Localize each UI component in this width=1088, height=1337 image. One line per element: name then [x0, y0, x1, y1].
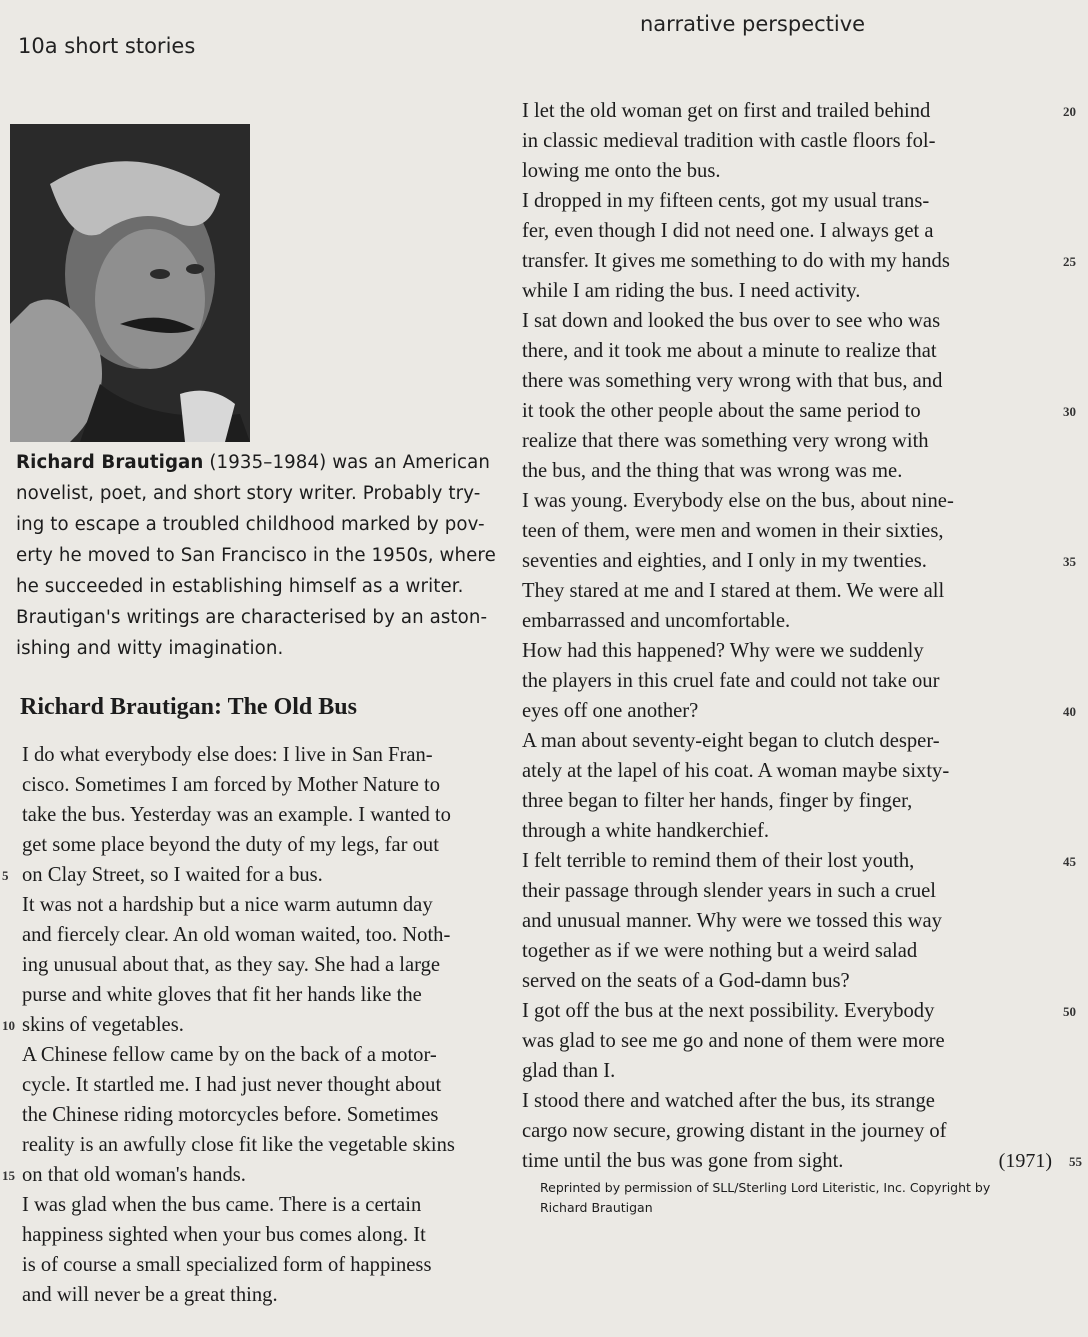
story-right-column	[522, 96, 1082, 1176]
story-line: fer, even though I did not need one. I always get a	[522, 220, 934, 242]
story-line: through a white handkerchief.	[522, 820, 770, 842]
story-line: and unusual manner. Why were we tossed this way	[522, 910, 942, 932]
line-number: 40	[1063, 704, 1076, 719]
story-line: 5 on Clay Street, so I waited for a bus.	[22, 860, 522, 890]
story-line: the bus, and the thing that was wrong was me.	[522, 460, 903, 482]
story-line: take the bus. Yesterday was an example. I wanted to	[22, 804, 451, 826]
section-heading: 10a short stories	[18, 34, 196, 58]
story-line: realize that there was something very wrong with	[522, 430, 929, 452]
line-number: 20	[1063, 104, 1076, 119]
story-line: seventies and eighties, and I only in my twenties. 35	[522, 546, 1042, 576]
line-number: 25	[1063, 254, 1076, 269]
story-line: I let the old woman get on first and trailed behind 20	[522, 96, 1042, 126]
copyright-credit	[540, 1178, 1040, 1218]
author-name: Richard Brautigan	[16, 452, 204, 473]
story-line: A man about seventy-eight began to clutch desper-	[522, 730, 940, 752]
story-line: it took the other people about the same period to 30	[522, 396, 1042, 426]
story-line: I was young. Everybody else on the bus, about nine-	[522, 490, 954, 512]
bio-line: ishing and witty imagination.	[16, 638, 284, 659]
story-line: in classic medieval tradition with castle floors fol-	[522, 130, 936, 152]
story-line: was glad to see me go and none of them were more	[522, 1030, 945, 1052]
story-line: cargo now secure, growing distant in the journey of	[522, 1120, 947, 1142]
story-line: It was not a hardship but a nice warm autumn day	[22, 894, 433, 916]
story-line: three began to filter her hands, finger by finger,	[522, 790, 913, 812]
story-line: I dropped in my fifteen cents, got my usual trans-	[522, 190, 930, 212]
line-number: 5	[2, 868, 9, 883]
credit-line: Reprinted by permission of SLL/Sterling Lord Literistic, Inc. Copyright by	[540, 1180, 991, 1195]
story-line: the players in this cruel fate and could not take our	[522, 670, 940, 692]
bio-line: ing to escape a troubled childhood marked by pov-	[16, 514, 485, 535]
line-number: 15	[2, 1168, 15, 1183]
bio-line: Brautigan's writings are characterised by an aston-	[16, 607, 488, 628]
line-number: 45	[1063, 854, 1076, 869]
topic-heading: narrative perspective	[640, 12, 866, 36]
story-line: ately at the lapel of his coat. A woman maybe sixty-	[522, 760, 950, 782]
story-line: lowing me onto the bus.	[522, 160, 721, 182]
line-number: 30	[1063, 404, 1076, 419]
story-line: I sat down and looked the bus over to see who was	[522, 310, 941, 332]
credit-line: Richard Brautigan	[540, 1200, 653, 1215]
story-line: is of course a small specialized form of happiness	[22, 1254, 432, 1276]
line-number: 50	[1063, 1004, 1076, 1019]
story-line: I felt terrible to remind them of their lost youth, 45	[522, 846, 1042, 876]
story-line: and fiercely clear. An old woman waited, too. Noth-	[22, 924, 451, 946]
story-line: eyes off one another? 40	[522, 696, 1042, 726]
story-line: cisco. Sometimes I am forced by Mother Nature to	[22, 774, 441, 796]
story-line: I stood there and watched after the bus, its strange	[522, 1090, 935, 1112]
story-line: teen of them, were men and women in their sixties,	[522, 520, 944, 542]
story-line: time until the bus was gone from sight. 55 (1971)	[522, 1146, 1042, 1176]
story-line: I got off the bus at the next possibility. Everybody 50	[522, 996, 1042, 1026]
story-line: cycle. It startled me. I had just never thought about	[22, 1074, 442, 1096]
author-bio: Richard Brautigan (1935–1984) was an American novelist, poet, and short story writer. Probably try- ing to escape a troubled childhood marked by pov- erty he moved to San Francisco in the 1950s, where he succeeded in establishing himself as a writer. Brautigan's writings are characterised by an aston- ishing and witty imagination.	[16, 447, 498, 664]
story-line: 15 on that old woman's hands.	[22, 1160, 522, 1190]
story-line: the Chinese riding motorcycles before. Sometimes	[22, 1104, 439, 1126]
line-number: 55	[1069, 1154, 1082, 1169]
story-line: ing unusual about that, as they say. She had a large	[22, 954, 441, 976]
story-line: I do what everybody else does: I live in San Fran-	[22, 744, 433, 766]
story-line: their passage through slender years in such a cruel	[522, 880, 937, 902]
story-line: transfer. It gives me something to do with my hands 25	[522, 246, 1042, 276]
story-line: 10 skins of vegetables.	[22, 1010, 522, 1040]
story-line: and will never be a great thing.	[22, 1284, 278, 1306]
story-line: together as if we were nothing but a weird salad	[522, 940, 918, 962]
story-title: Richard Brautigan: The Old Bus	[20, 694, 357, 720]
line-number: 35	[1063, 554, 1076, 569]
story-line: there was something very wrong with that bus, and	[522, 370, 943, 392]
story-line: glad than I.	[522, 1060, 616, 1082]
bio-line: novelist, poet, and short story writer. Probably try-	[16, 483, 481, 504]
bio-line: erty he moved to San Francisco in the 1950s, where	[16, 545, 496, 566]
story-line: get some place beyond the duty of my legs, far out	[22, 834, 439, 856]
publication-year: (1971)	[998, 1150, 1052, 1172]
story-left-column	[2, 740, 522, 1310]
story-line: How had this happened? Why were we suddenly	[522, 640, 924, 662]
story-line: A Chinese fellow came by on the back of a motor-	[22, 1044, 437, 1066]
story-line: there, and it took me about a minute to realize that	[522, 340, 937, 362]
story-line: purse and white gloves that fit her hands like the	[22, 984, 422, 1006]
story-line: embarrassed and uncomfortable.	[522, 610, 791, 632]
story-line: while I am riding the bus. I need activity.	[522, 280, 861, 302]
story-line: served on the seats of a God-damn bus?	[522, 970, 850, 992]
author-photo	[10, 124, 250, 442]
story-line: I was glad when the bus came. There is a certain	[22, 1194, 422, 1216]
story-line: happiness sighted when your bus comes along. It	[22, 1224, 426, 1246]
bio-line: he succeeded in establishing himself as a writer.	[16, 576, 464, 597]
story-line: reality is an awfully close fit like the vegetable skins	[22, 1134, 455, 1156]
story-line: They stared at me and I stared at them. We were all	[522, 580, 945, 602]
line-number: 10	[2, 1018, 15, 1033]
